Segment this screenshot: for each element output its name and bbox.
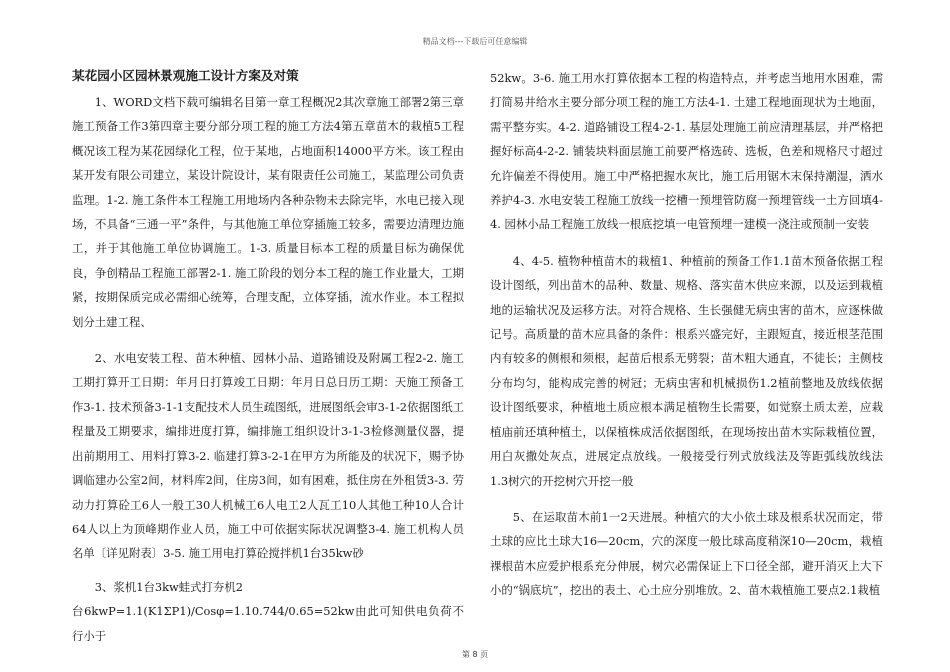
paragraph: 2、水电安装工程、苗木种植、园林小品、道路铺设及附属工程2-2. 施工工期打算开工日期：年月日打算竣工日期：年月日总日历工期：天施工预备工作3-1. 技术预备3-1-1支配技术人员生疏图纸，进展图纸会审3-1-2依据图纸工程量及工期要求，编排进度打算，编排施工组织设计3-1-3检修测量仪器，提出前期用工、用料打算3-2. 临建打算3-2-1在甲方为所能及的状况下，赐予协调临建办公室2间，材料库2间，住房3间，如有困难，抵住房在外租赁3-3. 劳动力打算砼工6人一般工30人机械工6人电工2人瓦工10人其他工种10人合计64人以上为顶峰期作业人员，施工中可依据实际状况调整3-4. 施工机构人员名单〔详见附表〕3-5. 施工用电打算砼搅拌机1台35kw砂	[72, 351, 465, 561]
paragraph: 1、WORD文档下载可编辑名目第一章工程概况2其次章施工部署2第三章施工预备工作3第四章主要分部分项工程的施工方法4第五章苗木的栽植5工程概况该工程为某花园绿化工程，位于某地，占地面积14000平方米。该工程由某开发有限公司建立，某设计院设计，某有限责任公司施工，某监理公司负责监理。1-2. 施工条件本工程施工用地场内各种杂物未去除完毕，水电已接入现场，不具备“三通一平”条件，与其他施工单位穿插施工较多，需要边清理边施工，并于其他施工单位协调施工。1-3. 质量目标本工程的质量目标为确保优良，争创精品工程施工部署2-1. 施工阶段的划分本工程的施工作业量大，工期紧，按期保质完成必需细心统筹，合理支配，立体穿插，流水作业。本工程拟划分土建工程、	[72, 95, 464, 329]
paragraph: 3、浆机1台3kw蛙式打夯机2	[94, 579, 243, 594]
page-header: 精品文档---下载后可任意编辑	[422, 37, 528, 46]
right-column	[490, 66, 883, 603]
paragraph: 52kw。3-6. 施工用水打算依据本工程的构造特点，并考虑当地用水困难，需打简易井给水主要分部分项工程的施工方法4-1. 土建工程地面现状为土地面，需平整夯实。4-2. 道路铺设工程4-2-1. 基层处理施工前应清理基层，并严格把握好标高4-2-2. 铺装块料面层施工前要严格选砖、选板，色差和规格尺寸超过允许偏差不得使用。施工中严格把握水灰比，施工后用锯木末保持潮湿，洒水养护4-3. 水电安装工程施工放线一挖槽一预埋管防腐一预埋管线一土方回填4-4. 园林小品工程施工放线一根底挖填一电管预埋一建模一浇注或预制一安装	[490, 71, 883, 232]
paragraph: 台6kwP=1.1(K1ΣP1)/Cosφ=1.10.744/0.65=52kw由此可知供电负荷不行小于	[72, 604, 464, 643]
paragraph: 5、在运取苗木前1一2天进展。种植穴的大小依土球及根系状况而定，带土球的应比土球大16—20cm，穴的深度一般比球高度稍深10—20cm，栽植裸根苗木应爱护根系充分伸展，树穴必需保证上下口径全部，避开消灭上大下小的“锅底坑”，挖出的表土、心土应分别堆放。2、苗木栽植施工要点2.1栽植	[490, 509, 883, 598]
document-title: 某花园小区园林景观施工设计方案及对策	[72, 68, 299, 83]
paragraph: 4、4-5. 植物种植苗木的栽植1、种植前的预备工作1.1苗木预备依据工程设计图纸，列出苗木的品种、数量、规格、落实苗木供应来源，以及运到栽植地的运输状况及运移方法。对符合规格、生长强健无病虫害的苗木，应逐株做记号。高质量的苗木应具备的条件：根系兴盛完好，主跟短直，接近根茎范围内有较多的侧根和须根，起苗后根系无劈裂；苗木粗大通直，不徒长；主侧枝分布均匀，能构成完善的树冠；无病虫害和机械损伤1.2植前整地及放线依据设计图纸要求，种植地土质应根本满足植物生长需要，如觉察土质太差，应栽植庙前还填种植土，以保植株成活依据图纸，在现场按出苗木实际栽植位置，用白灰撒处灰点，进展定点放线。一般接受行列式放线法及等距弧线放线法1.3树穴的开挖树穴开挖一般	[490, 253, 883, 488]
left-column	[72, 66, 464, 648]
page-number: 第 8 页	[461, 650, 489, 659]
